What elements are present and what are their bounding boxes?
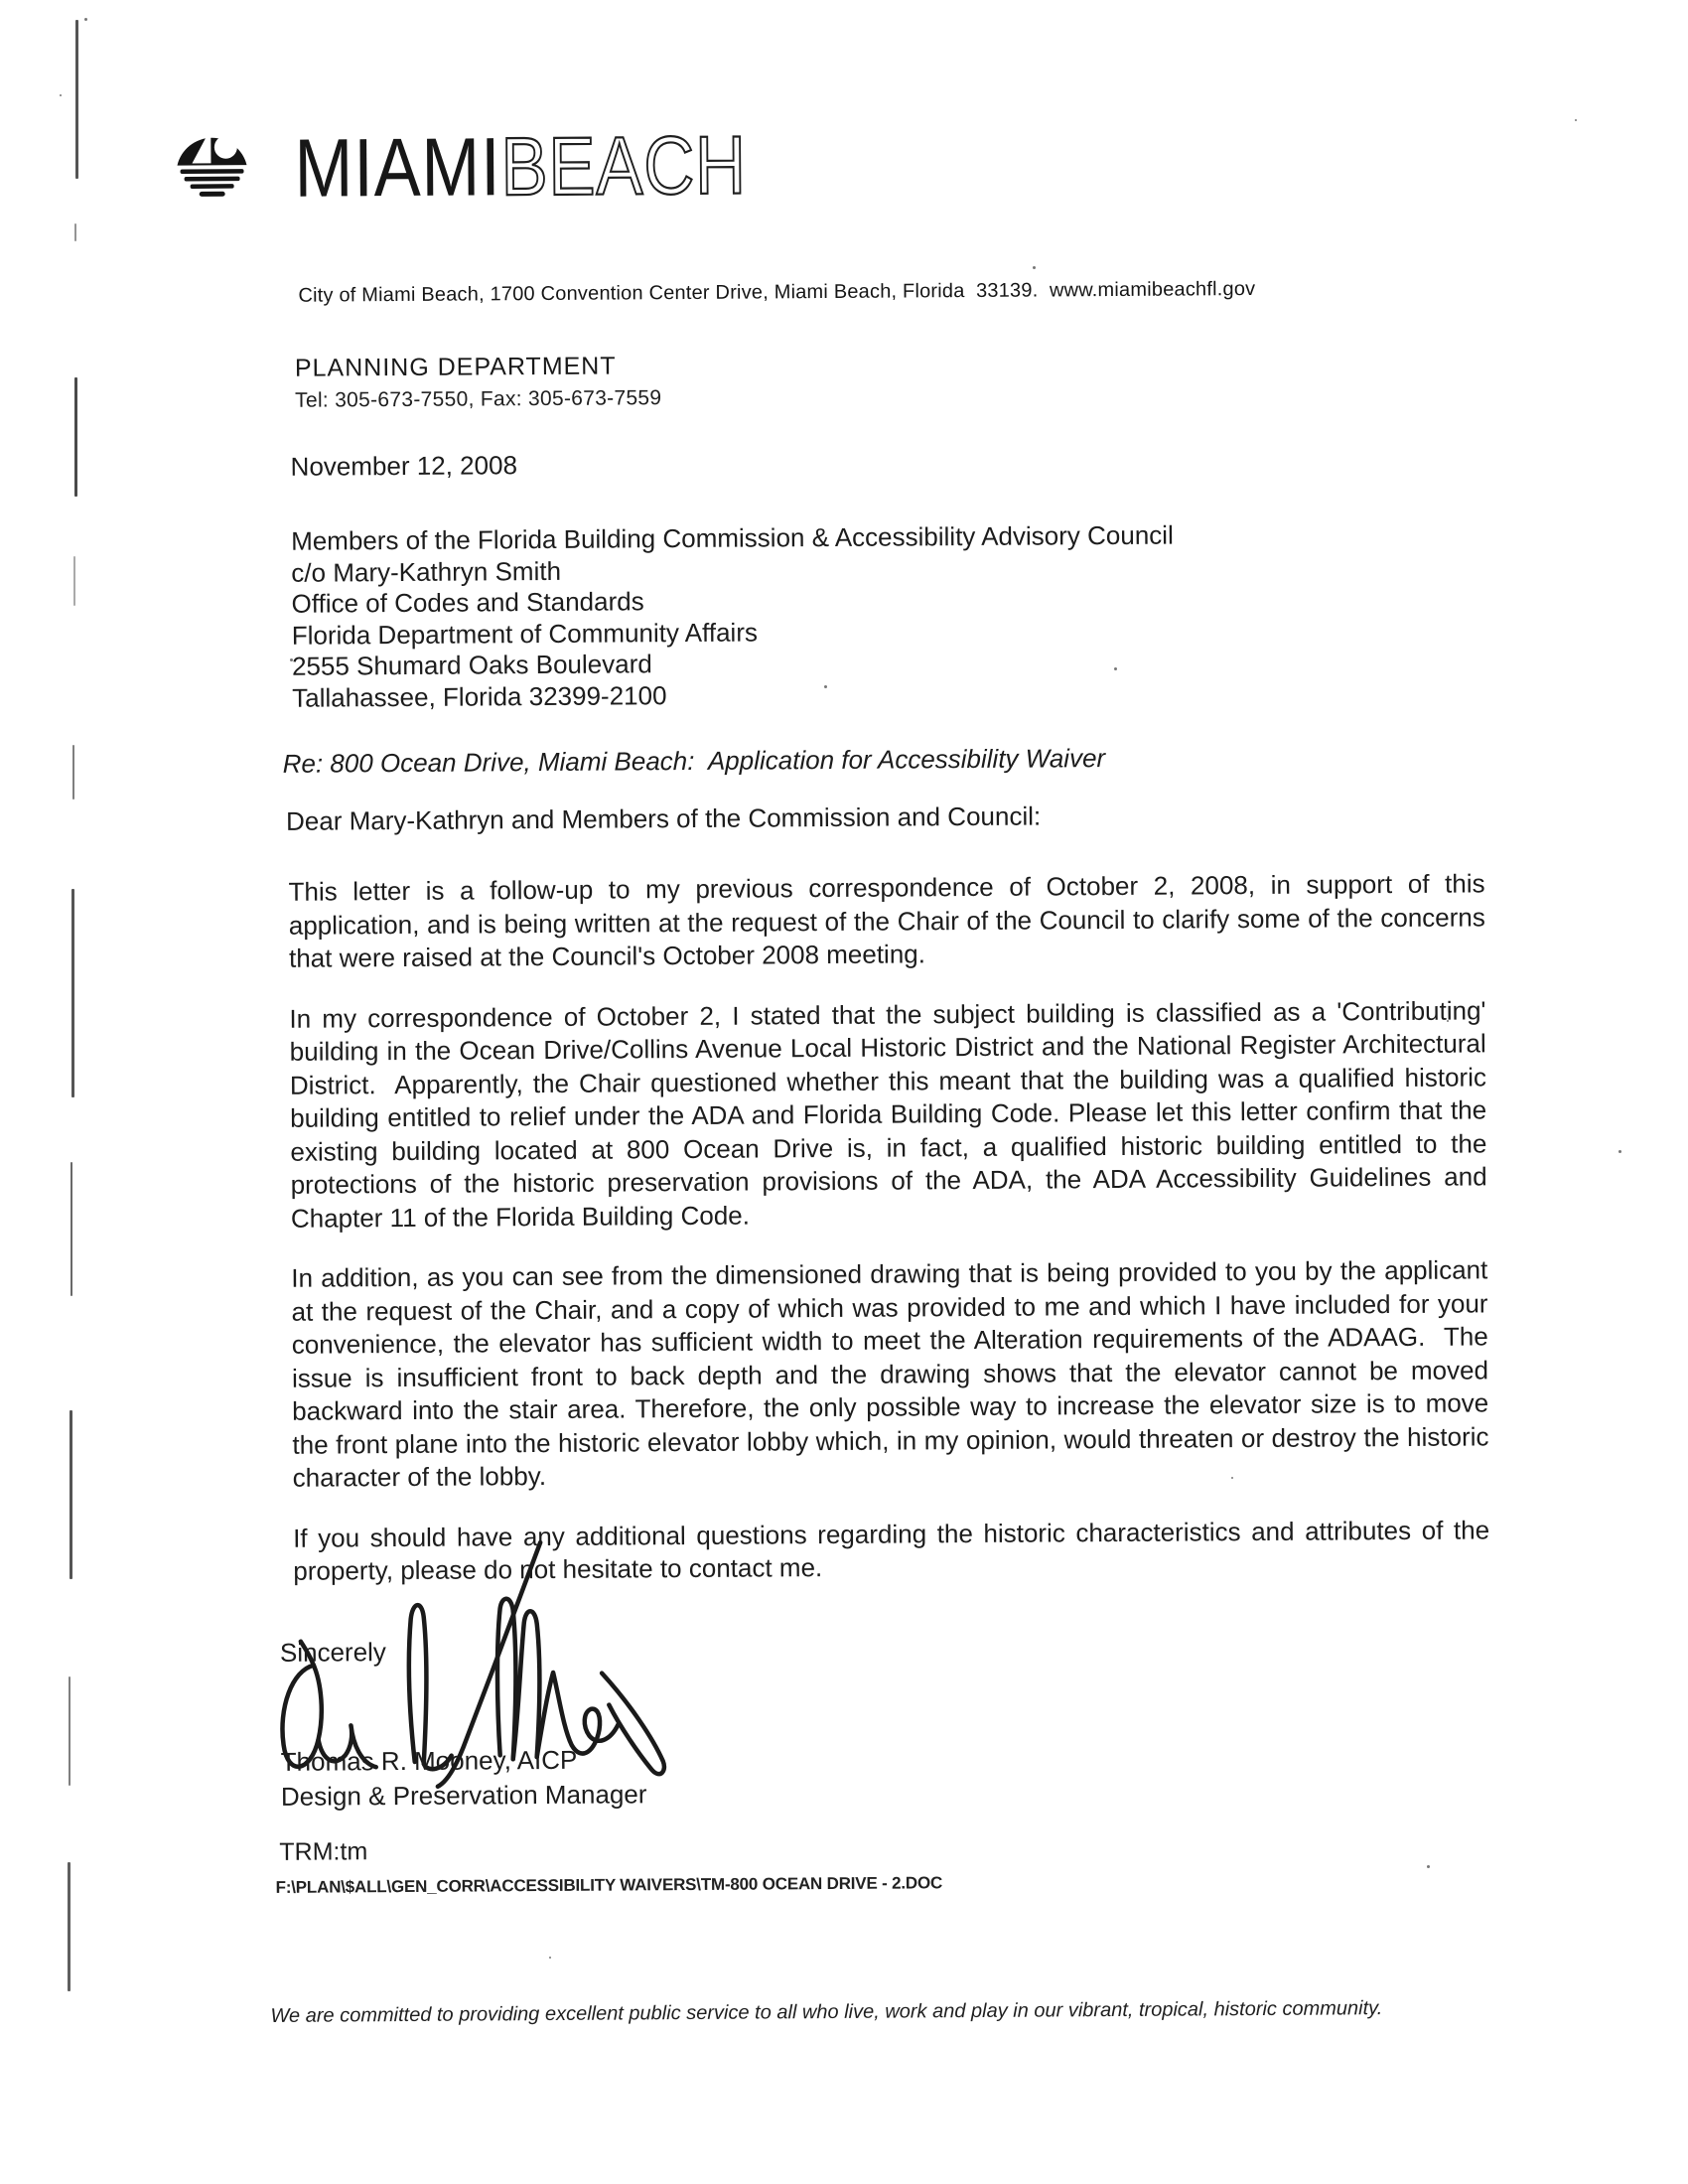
subject-line: Re: 800 Ocean Drive, Miami Beach: Application for Accessibility Waiver: [282, 743, 1106, 779]
signer-title: Design & Preservation Manager: [280, 1779, 647, 1812]
letterhead-address: City of Miami Beach, 1700 Convention Center Drive, Miami Beach, Florida 33139. www.miamibeachfl.gov: [298, 277, 1256, 307]
letter-body: [288, 867, 1497, 1615]
reference-initials: TRM:tm: [279, 1837, 368, 1866]
body-paragraph-1: This letter is a follow-up to my previous correspondence of October 2, 2008, in support of this application, and is being written at the request of the Chair of the Council to clarify some of the concerns that were raised at the Council's October 2008 meeting.: [288, 868, 1493, 973]
letterhead-department: PLANNING DEPARTMENT: [294, 352, 617, 382]
document-file-path: F:\PLAN\$ALL\GEN_CORR\ACCESSIBILITY WAIVERS\TM-800 OCEAN DRIVE - 2.DOC: [275, 1873, 943, 1897]
wordmark-miami: MIAMI: [294, 120, 501, 215]
letter-date: November 12, 2008: [290, 450, 518, 482]
recipient-line: Tallahassee, Florida 32399-2100: [292, 679, 667, 713]
recipient-line: Florida Department of Community Affairs: [291, 617, 759, 651]
signer-name: Thomas R. Mooney, AICP: [280, 1744, 578, 1777]
wordmark-beach: BEACH: [500, 118, 748, 214]
recipient-line: Office of Codes and Standards: [291, 586, 644, 619]
miami-beach-sailboat-sun-emblem-icon: [172, 118, 252, 201]
body-paragraph-3: In addition, as you can see from the dimensioned drawing that is being provided to you by the applicant at the request of the Chair, and a copy of which was provided to me and which I have included for your convenience, the elevator has sufficient width to meet the Alteration requirements of the ADAAG. The issue is insufficient front to back depth and the drawing shows that the elevator cannot be moved backward into the stair area. Therefore, the only possible way to increase the elevator size is to move the front plane into the historic elevator lobby which, in my opinion, would threaten or destroy the historic character of the lobby.: [291, 1254, 1496, 1493]
closing-sincerely: Sincerely: [279, 1637, 386, 1668]
body-paragraph-2: In my correspondence of October 2, I stated that the subject building is classified as a 'Contributing' building in the Ocean Drive/Collins Avenue Local Historic District and the National Register Architectural District. Apparently, the Chair questioned whether this meant that the building was a qualified historic building entitled to relief under the ADA and Florida Building Code. Please let this letter confirm that the existing building located at 800 Ocean Drive is, in fact, a qualified historic building entitled to the protections of the historic preservation provisions of the ADA, the ADA Accessibility Guidelines and Chapter 11 of the Florida Building Code.: [289, 994, 1494, 1234]
city-wordmark: [294, 118, 748, 215]
recipient-line: 2555 Shumard Oaks Boulevard: [291, 649, 652, 681]
footer-motto: We are committed to providing excellent public service to all who live, work and play in our vibrant, tropical, historic community.: [270, 1997, 1383, 2027]
body-paragraph-4: If you should have any additional questions regarding the historic characteristics and attributes of the property, please do not hesitate to contact me.: [293, 1514, 1497, 1586]
letterhead-phone-fax: Tel: 305-673-7550, Fax: 305-673-7559: [295, 386, 662, 412]
recipient-address-block: [291, 520, 1175, 714]
recipient-line: c/o Mary-Kathryn Smith: [291, 555, 562, 588]
recipient-line: Members of the Florida Building Commission & Accessibility Advisory Council: [291, 519, 1174, 556]
salutation: Dear Mary-Kathryn and Members of the Commission and Council:: [285, 801, 1042, 836]
